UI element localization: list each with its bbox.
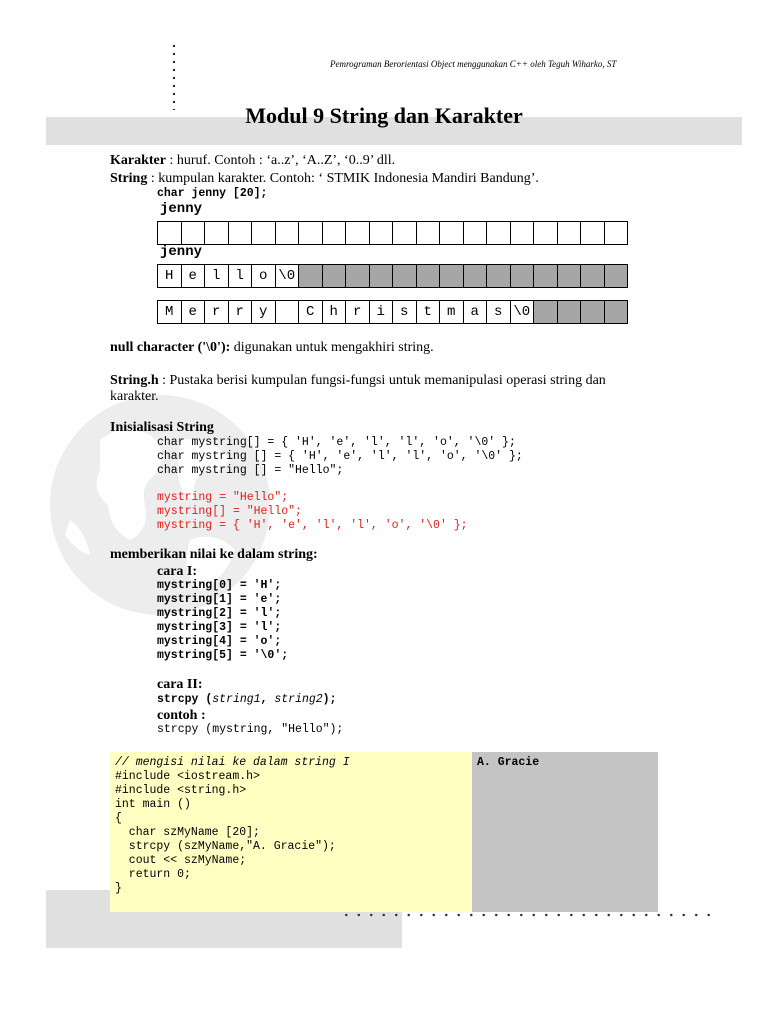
strcpy-signature: strcpy (string1, string2); — [157, 693, 337, 706]
char-array-empty — [157, 221, 628, 245]
declaration-code: char jenny [20]; — [157, 187, 268, 200]
array-cell — [393, 222, 417, 245]
array-cell — [440, 222, 464, 245]
array-cell: m — [440, 301, 464, 324]
term-string-h: String.h — [110, 373, 159, 388]
running-header: Pemrograman Berorientasi Object menggunakan C++ oleh Teguh Wiharko, ST — [330, 59, 617, 69]
array-cell — [181, 222, 205, 245]
array-cell: r — [205, 301, 229, 324]
array-cell: r — [346, 301, 370, 324]
code-line: mystring[5] = '\0'; — [157, 649, 289, 662]
subheading-cara-2: cara II: — [157, 677, 203, 692]
array-label-jenny: jenny — [160, 201, 203, 217]
code-line: cout << szMyName; — [115, 854, 247, 867]
array-cell — [275, 222, 299, 245]
array-cell — [510, 265, 534, 288]
code-line: #include <string.h> — [115, 784, 247, 797]
term-null-character: null character ('\0'): — [110, 340, 231, 355]
array-cell — [487, 265, 511, 288]
code-line: } — [115, 882, 122, 895]
array-cell — [534, 301, 558, 324]
array-cell — [322, 222, 346, 245]
array-cell: r — [228, 301, 252, 324]
init-code-block — [157, 436, 523, 478]
array-cell — [346, 222, 370, 245]
code-line: mystring[2] = 'l'; — [157, 607, 282, 620]
array-cell — [369, 222, 393, 245]
array-cell — [557, 222, 581, 245]
array-label-jenny-2: jenny — [160, 244, 203, 260]
array-cell: \0 — [510, 301, 534, 324]
array-cell: e — [181, 265, 205, 288]
code-line: strcpy (szMyName,"A. Gracie"); — [115, 840, 336, 853]
array-cell — [252, 222, 276, 245]
code-line: mystring = { 'H', 'e', 'l', 'l', 'o', '\0' }; — [157, 519, 468, 532]
array-cell — [299, 265, 323, 288]
code-line: int main () — [115, 798, 191, 811]
decorative-dots-vertical — [172, 42, 176, 110]
program-output-box — [472, 752, 658, 912]
array-cell: l — [205, 265, 229, 288]
code-line: char mystring[] = { 'H', 'e', 'l', 'l', 'o', '\0' }; — [157, 436, 516, 449]
decorative-dots-horizontal — [340, 912, 710, 918]
code-line: mystring[4] = 'o'; — [157, 635, 282, 648]
array-cell — [346, 265, 370, 288]
array-cell: t — [416, 301, 440, 324]
array-cell — [557, 265, 581, 288]
section-heading-assign: memberikan nilai ke dalam string: — [110, 547, 318, 562]
array-cell — [581, 222, 605, 245]
array-cell — [228, 222, 252, 245]
cara1-code-block — [157, 579, 288, 663]
code-line: { — [115, 812, 122, 825]
code-comment: // mengisi nilai ke dalam string I — [115, 756, 350, 769]
code-line: mystring[1] = 'e'; — [157, 593, 282, 606]
subheading-cara-1: cara I: — [157, 564, 198, 579]
definition-karakter — [110, 153, 395, 169]
array-cell — [416, 222, 440, 245]
array-cell — [416, 265, 440, 288]
array-cell: e — [181, 301, 205, 324]
char-array-hello — [157, 264, 628, 288]
program-output-text: A. Gracie — [477, 756, 540, 769]
code-line: mystring[] = "Hello"; — [157, 505, 302, 518]
definition-string — [110, 171, 539, 187]
code-line: char mystring [] = { 'H', 'e', 'l', 'l', 'o', '\0' }; — [157, 450, 523, 463]
array-cell: H — [158, 265, 182, 288]
program-code — [115, 756, 350, 896]
array-cell — [487, 222, 511, 245]
array-cell — [440, 265, 464, 288]
code-line: char mystring [] = "Hello"; — [157, 464, 344, 477]
array-cell: o — [252, 265, 276, 288]
code-line: mystring = "Hello"; — [157, 491, 289, 504]
array-cell: M — [158, 301, 182, 324]
array-cell — [581, 301, 605, 324]
definition-karakter-text: : huruf. Contoh : ‘a..z’, ‘A..Z’, ‘0..9’ dll. — [165, 153, 396, 168]
array-cell — [604, 301, 628, 324]
array-cell — [557, 301, 581, 324]
array-cell — [205, 222, 229, 245]
definition-string-text: : kumpulan karakter. Contoh: ‘ STMIK Indonesia Mandiri Bandung’. — [147, 171, 539, 186]
array-cell: y — [252, 301, 276, 324]
array-cell — [604, 265, 628, 288]
section-heading-inisialisasi: Inisialisasi String — [110, 420, 214, 435]
array-cell — [534, 265, 558, 288]
array-cell: s — [393, 301, 417, 324]
code-line: char szMyName [20]; — [115, 826, 260, 839]
invalid-init-code-block — [157, 491, 468, 533]
page-title: Modul 9 String dan Karakter — [245, 103, 523, 128]
term-karakter: Karakter — [110, 153, 166, 168]
contoh-code: strcpy (mystring, "Hello"); — [157, 723, 344, 736]
array-cell: \0 — [275, 265, 299, 288]
array-cell — [275, 301, 299, 324]
array-cell: a — [463, 301, 487, 324]
array-cell — [463, 265, 487, 288]
array-cell — [581, 265, 605, 288]
stringh-note: String.h : Pustaka berisi kumpulan fungsi-fungsi untuk memanipulasi operasi string dan karakter. — [110, 373, 606, 404]
array-cell — [463, 222, 487, 245]
array-cell: i — [369, 301, 393, 324]
code-line: return 0; — [115, 868, 191, 881]
array-cell — [534, 222, 558, 245]
null-character-note: null character ('\0'): digunakan untuk mengakhiri string. — [110, 340, 434, 355]
array-cell — [369, 265, 393, 288]
array-cell: h — [322, 301, 346, 324]
array-cell: C — [299, 301, 323, 324]
array-cell — [158, 222, 182, 245]
char-array-merry-christmas — [157, 300, 628, 324]
array-cell — [299, 222, 323, 245]
array-cell — [393, 265, 417, 288]
array-cell — [322, 265, 346, 288]
code-line: #include <iostream.h> — [115, 770, 260, 783]
array-cell: l — [228, 265, 252, 288]
array-cell — [510, 222, 534, 245]
code-line: mystring[3] = 'l'; — [157, 621, 282, 634]
term-string: String — [110, 171, 148, 186]
code-line: mystring[0] = 'H'; — [157, 579, 282, 592]
subheading-contoh: contoh : — [157, 708, 206, 723]
array-cell — [604, 222, 628, 245]
array-cell: s — [487, 301, 511, 324]
